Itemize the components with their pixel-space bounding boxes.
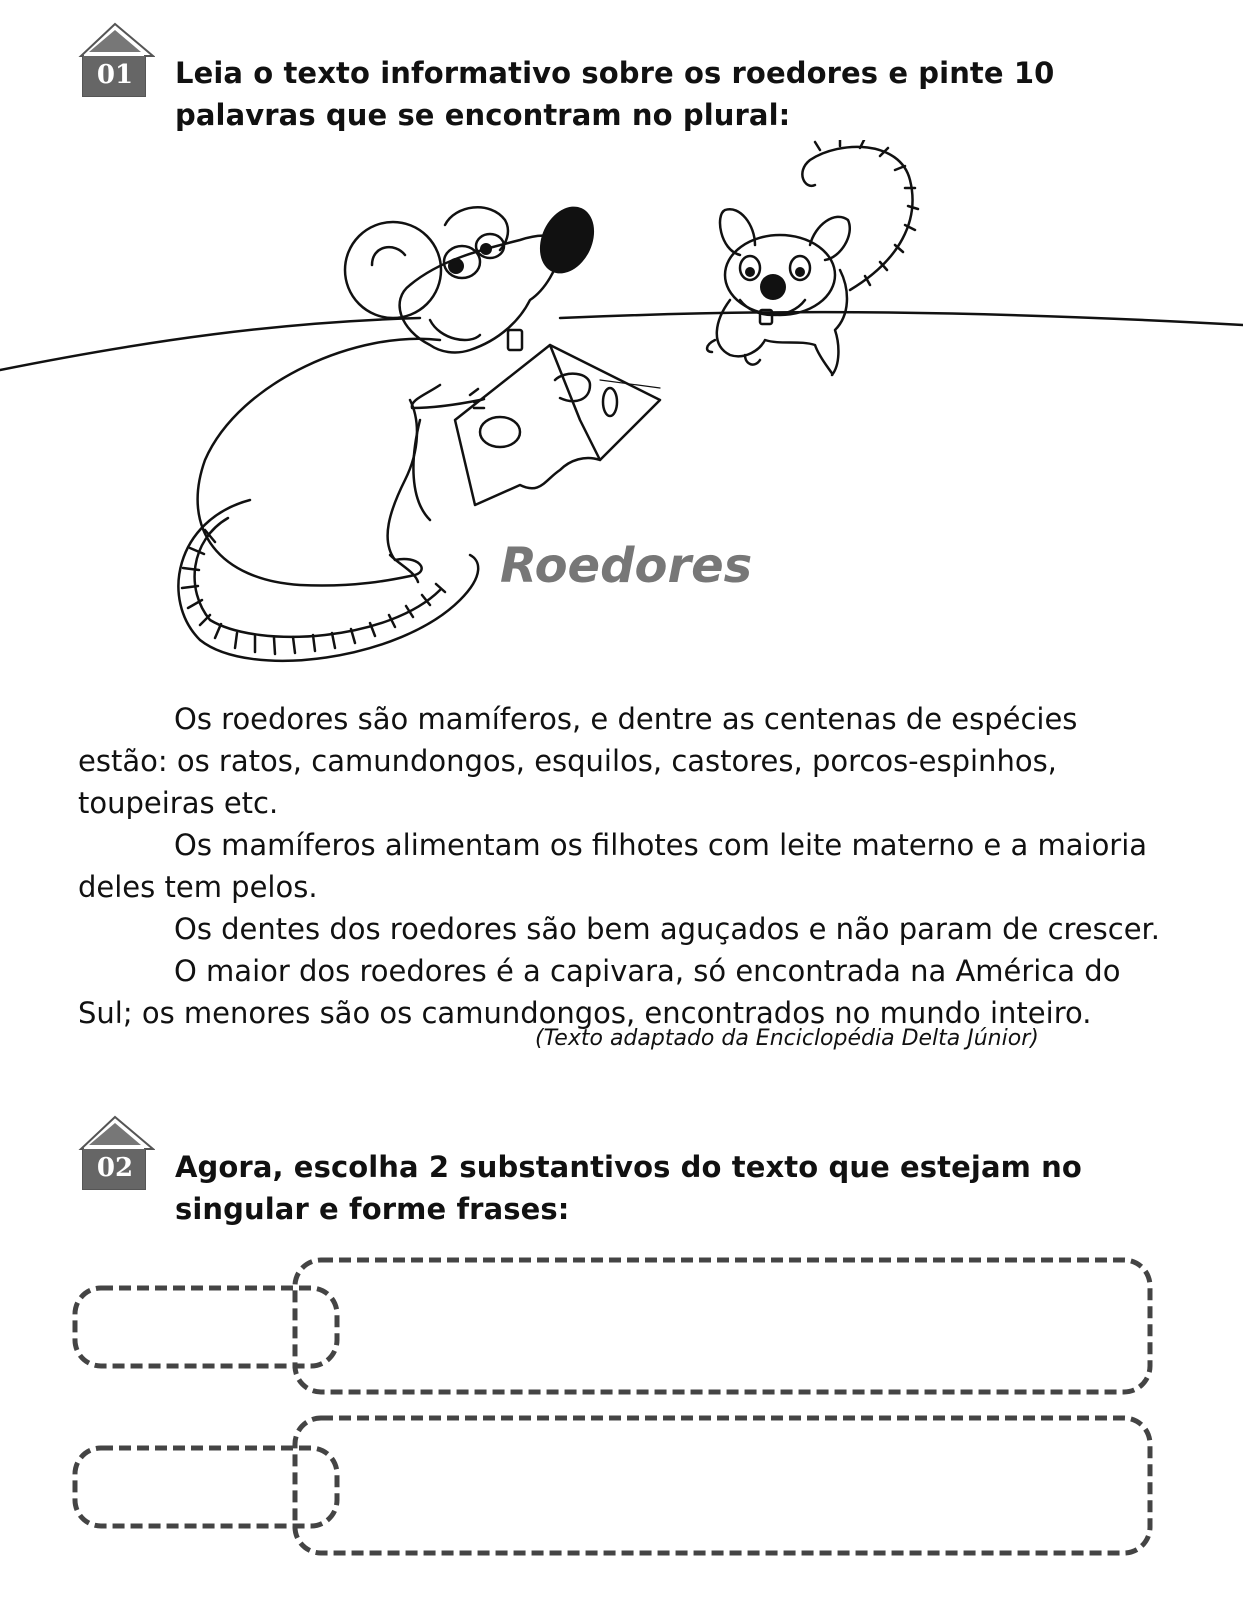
big-rat-nose [530,198,605,283]
cheese [455,345,660,505]
informative-text [78,698,1166,1034]
illustration-title: Roedores [500,538,753,594]
big-rat-body [198,339,440,586]
noun-box-1[interactable] [75,1288,337,1366]
paragraph-4: O maior dos roedores é a capivara, só encontrada na América do Sul; os menores são os camundongos, encontrados no mundo inteiro. [78,954,1121,1030]
question-1-title: Leia o texto informativo sobre os roedores e pinte 10 palavras que se encontram no plural: [175,56,1055,132]
paragraph-3: Os dentes dos roedores são bem aguçados e não param de crescer. [174,912,1161,946]
paragraph-1: Os roedores são mamíferos, e dentre as centenas de espécies estão: os ratos, camundongos, esquilos, castores, porcos-espinhos, toupeiras etc. [78,702,1078,820]
question-2-badge [75,1115,155,1191]
ground-line [0,312,1243,370]
paragraph-2: Os mamíferos alimentam os filhotes com leite materno e a maioria deles tem pelos. [78,828,1148,904]
noun-box-2[interactable] [75,1448,337,1526]
question-1-badge [75,22,155,98]
small-mouse-nose [760,274,786,300]
question-1-number: 01 [96,60,134,90]
small-mouse-ear-right [810,217,850,260]
sentence-box-1[interactable] [295,1260,1150,1392]
answer-area [0,1255,1243,1600]
question-2-title: Agora, escolha 2 substantivos do texto que estejam no singular e forme frases: [175,1150,1082,1226]
text-source: (Texto adaptado da Enciclopédia Delta Júnior) [535,1026,1039,1051]
big-rat-tail [178,500,478,661]
rodents-illustration [0,140,1243,680]
sentence-box-2[interactable] [295,1418,1150,1553]
big-rat-ear-left [345,222,441,318]
question-2-number: 02 [96,1153,134,1183]
